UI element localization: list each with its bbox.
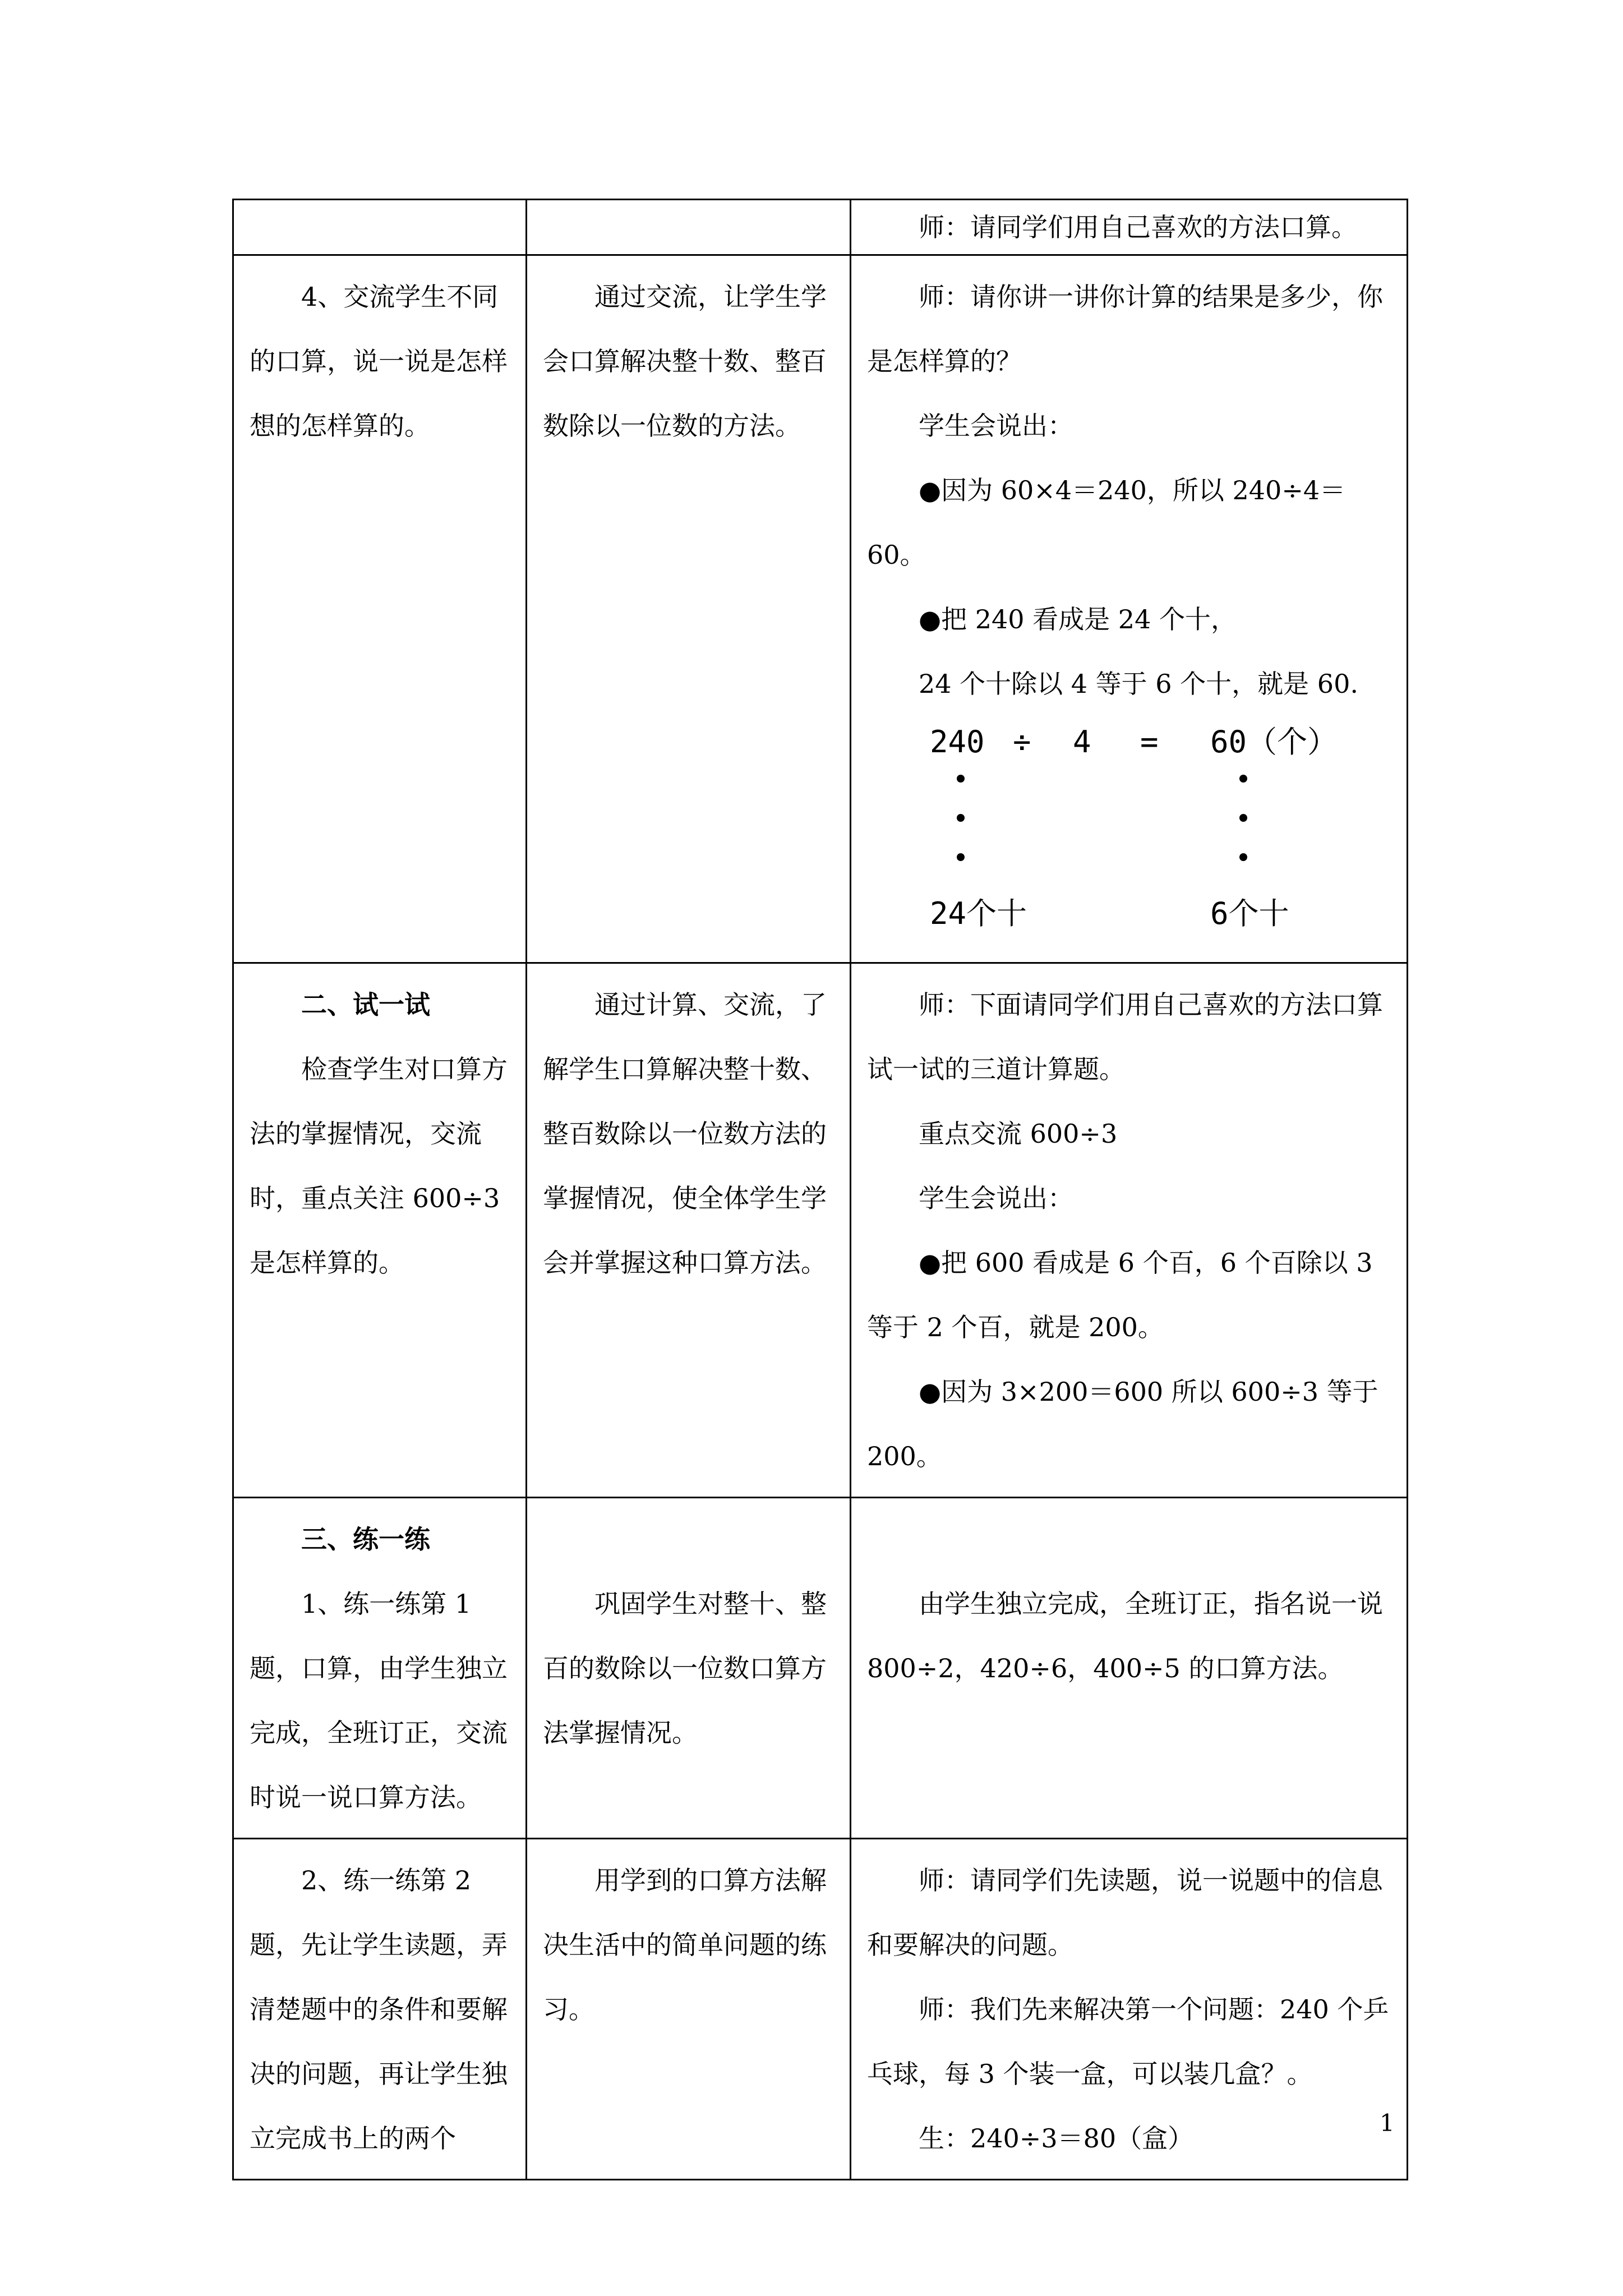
paragraph: 由学生独立完成，全班订正，指名说一说 800÷2，420÷6，400÷5 的口算方法。 [867, 1589, 1383, 1683]
table-row [233, 1498, 1408, 1839]
activity-cell [233, 1839, 527, 2180]
paragraph: ●把 240 看成是 24 个十， [919, 604, 1237, 634]
dot-icon [957, 814, 965, 822]
paragraph: 重点交流 600÷3 [919, 1119, 1118, 1149]
paragraph: 师：下面请同学们用自己喜欢的方法口算试一试的三道计算题。 [867, 990, 1383, 1084]
dot-icon [957, 853, 965, 861]
process-cell [851, 963, 1408, 1498]
division-diagram [930, 719, 1395, 954]
paragraph: 巩固学生对整十、整百的数除以一位数口算方法掌握情况。 [543, 1589, 827, 1748]
intent-cell [527, 1839, 851, 2180]
process-cell [851, 255, 1408, 963]
paragraph: 通过交流，让学生学会口算解决整十数、整百数除以一位数的方法。 [543, 282, 827, 441]
dot-icon [1239, 775, 1247, 783]
paragraph: 师：请同学们用自己喜欢的方法口算。 [919, 212, 1357, 242]
paragraph: 生：240÷3＝80（盒） [919, 2123, 1194, 2154]
page-number: 1 [1380, 2109, 1395, 2137]
figure-divisor: 4 [1073, 724, 1091, 760]
dot-icon [957, 775, 965, 783]
intent-cell [527, 1498, 851, 1839]
figure-equals: = [1140, 724, 1159, 760]
paragraph: ●因为 3×200＝600 所以 600÷3 等于 200。 [867, 1377, 1378, 1471]
paragraph: 通过计算、交流，了解学生口算解决整十数、整百数除以一位数方法的掌握情况，使全体学生学会并掌握这种口算方法。 [543, 990, 827, 1278]
process-cell [851, 1839, 1408, 2180]
table-row [233, 1839, 1408, 2180]
paragraph: 师：请你讲一讲你计算的结果是多少，你是怎样算的？ [867, 282, 1383, 376]
paragraph: 学生会说出： [919, 411, 1073, 441]
activity-cell [233, 963, 527, 1498]
table-row [233, 200, 1408, 255]
process-cell [851, 200, 1408, 255]
activity-cell [233, 200, 527, 255]
figure-divide-sign: ÷ [1013, 724, 1031, 760]
intent-cell [527, 200, 851, 255]
paragraph: 师：我们先来解决第一个问题：240 个乒乓球，每 3 个装一盒，可以装几盒？。 [867, 1994, 1389, 2089]
paragraph: 师：请同学们先读题，说一说题中的信息和要解决的问题。 [867, 1865, 1383, 1960]
paragraph: 检查学生对口算方法的掌握情况，交流时，重点关注 600÷3 是怎样算的。 [250, 1054, 508, 1278]
paragraph: 1、练一练第 1 题，口算，由学生独立完成，全班订正，交流时说一说口算方法。 [250, 1589, 508, 1812]
table-row [233, 255, 1408, 963]
section-title: 二、试一试 [301, 990, 430, 1020]
lesson-plan-table [232, 199, 1408, 2180]
paragraph: 24 个十除以 4 等于 6 个十，就是 60. [919, 669, 1358, 699]
paragraph: ●因为 60×4＝240，所以 240÷4＝60。 [867, 475, 1346, 570]
intent-cell [527, 963, 851, 1498]
dot-icon [1239, 853, 1247, 861]
paragraph: 学生会说出： [919, 1183, 1073, 1213]
dot-icon [1239, 814, 1247, 822]
figure-quotient: 60（个） [1210, 724, 1338, 760]
figure-dividend: 240 [930, 724, 985, 760]
paragraph: ●把 600 看成是 6 个百，6 个百除以 3 等于 2 个百，就是 200。 [867, 1248, 1373, 1342]
intent-cell [527, 255, 851, 963]
process-cell [851, 1498, 1408, 1839]
table-row [233, 963, 1408, 1498]
paragraph: 2、练一练第 2 题，先让学生读题，弄清楚题中的条件和要解决的问题，再让学生独立完成书上的两个 [250, 1865, 508, 2154]
section-title: 三、练一练 [301, 1524, 430, 1554]
paragraph: 4、交流学生不同的口算，说一说是怎样想的怎样算的。 [250, 282, 508, 441]
figure-label-right: 6个十 [1210, 896, 1289, 931]
activity-cell [233, 1498, 527, 1839]
paragraph: 用学到的口算方法解决生活中的简单问题的练习。 [543, 1865, 827, 2024]
figure-label-left: 24个十 [930, 896, 1027, 931]
activity-cell [233, 255, 527, 963]
